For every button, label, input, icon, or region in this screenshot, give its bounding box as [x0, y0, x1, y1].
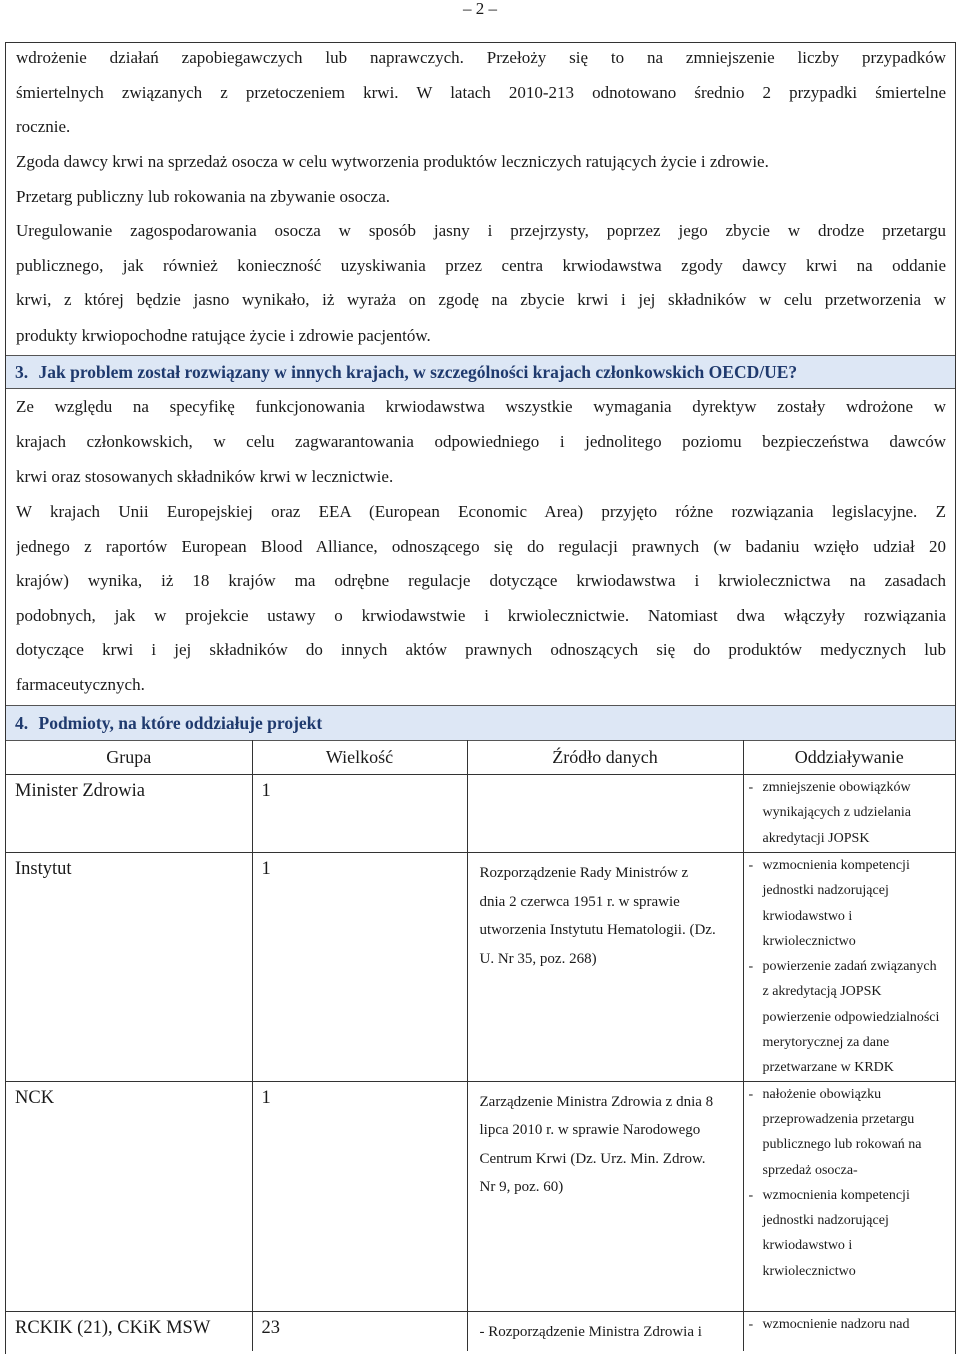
cell-source: [467, 853, 743, 1082]
bullet-dash: -: [748, 959, 754, 975]
impact-text: [763, 1082, 956, 1183]
column-header-group: Grupa: [6, 740, 252, 775]
section-title: Podmioty, na które oddziałuje projekt: [38, 713, 323, 733]
impact-text: [763, 1183, 956, 1284]
cell-source: [467, 1081, 743, 1311]
impact-text: [763, 853, 956, 954]
impact-item: [744, 1312, 956, 1337]
text-line: Ze względu na specyfikę funkcjonowania krwiodawstwa wszystkie wymagania dyrektyw zostały wdrożone w: [16, 397, 946, 416]
impact-item: [744, 954, 956, 1005]
impact-line: jednostki nadzorującej: [762, 883, 889, 899]
source-line: Rozporządzenie Rady Ministrów z: [479, 865, 689, 881]
intro-paragraph: [16, 41, 946, 110]
cell-group: RCKIK (21), CKiK MSW: [15, 1317, 211, 1338]
impact-line: wynikających z udzielania: [762, 805, 911, 821]
cell-source: [467, 775, 743, 853]
impact-line: merytorycznej za dane: [762, 1035, 890, 1051]
source-line: Zarządzenie Ministra Zdrowia z dnia 8: [479, 1093, 714, 1110]
impact-line: krwiolecznictwo: [762, 1263, 856, 1279]
text-line: rocznie.: [16, 117, 71, 136]
impact-line: akredytacji JOPSK: [762, 830, 870, 846]
table-header-row: [6, 740, 955, 775]
source-line: lipca 2010 r. w sprawie Narodowego: [479, 1122, 701, 1139]
bullet-dash: [744, 1005, 763, 1081]
impact-line: wzmocnienia kompetencji: [762, 1187, 910, 1203]
cell-impact: [743, 1311, 955, 1351]
impact-item: [744, 1005, 956, 1081]
column-header-source: Źródło danych: [467, 740, 743, 775]
cell-group: NCK: [6, 1081, 252, 1311]
impact-line: jednostki nadzorującej: [762, 1213, 889, 1229]
source-line: utworzenia Instytutu Hematologii. (Dz.: [479, 922, 716, 938]
table-row: [6, 853, 955, 1082]
source-line: U. Nr 35, poz. 268): [479, 950, 597, 967]
impact-item: [744, 1082, 956, 1183]
section-title: Jak problem został rozwiązany w innych krajach, w szczególności krajach członkowskich OECD/UE?: [38, 362, 798, 382]
impact-line: krwiodawstwo i: [762, 908, 853, 924]
text-line: W krajach Unii Europejskiej oraz EEA (European Economic Area) przyjęto różne rozwiązania legislacyjne. Z: [16, 502, 946, 521]
text-line: wdrożenie działań zapobiegawczych lub naprawczych. Przełoży się to na zmniejszenie liczby przypadków: [16, 48, 946, 67]
column-header-impact: Oddziaływanie: [743, 740, 955, 775]
cell-impact: [743, 775, 955, 853]
impact-line: powierzenie zadań związanych: [762, 959, 937, 975]
cell-size: 23: [252, 1311, 467, 1351]
text-line: Uregulowanie zagospodarowania osocza w sposób jasny i przejrzysty, poprzez jego zbycie w drodze przetargu: [16, 221, 946, 240]
bullet-dash: -: [748, 1086, 754, 1102]
cell-impact: [743, 1081, 955, 1311]
s3-paragraph-1: [16, 390, 946, 459]
bullet-dash: -: [748, 1316, 754, 1332]
impact-item: [744, 1183, 956, 1284]
impact-text: [763, 954, 956, 1005]
page-number: – 2 –: [463, 0, 497, 18]
regulation-paragraph: [16, 214, 946, 318]
table-row: [6, 775, 955, 853]
bullet-dash: -: [748, 1187, 754, 1203]
text-line: farmaceutycznych.: [16, 675, 145, 694]
table-row: [6, 1311, 955, 1351]
text-line: krajach członkowskich, w celu zagwarantowania odpowiedniego i jednolitego poziomu bezpieczeństwa dawców: [16, 431, 946, 451]
impact-line: przeprowadzenia przetargu: [762, 1111, 915, 1127]
cell-source: [467, 1311, 743, 1351]
impact-line: wzmocnienia kompetencji: [762, 858, 910, 873]
text-line: krajów) wynika, iż 18 krajów ma odrębne regulacje dotyczące krwiodawstwa i krwiolecznictwa na zasadach: [16, 571, 946, 590]
impact-line: powierzenie odpowiedzialności: [762, 1009, 940, 1025]
impact-text: [763, 1005, 956, 1081]
text-line: krwi, z której będzie jasno wynikało, iż wyraża on zgodę na zbycie krwi i jej składników w celu przetworzenia w: [16, 290, 946, 309]
impact-line: nałożenie obowiązku: [762, 1086, 882, 1102]
section-4-heading: [6, 705, 955, 741]
impact-text: [763, 1312, 956, 1337]
stakeholder-table: [6, 740, 955, 1351]
impact-line: publicznego lub rokowań na: [762, 1137, 922, 1153]
cell-size: 1: [252, 853, 467, 1082]
cell-impact: [743, 853, 955, 1082]
impact-line: krwiodawstwo i: [762, 1238, 853, 1254]
text-line: podobnych, jak w projekcie ustawy o krwiodawstwie i krwiolecznictwie. Natomiast dwa włączyły rozwiązania: [16, 605, 946, 625]
impact-line: krwiolecznictwo: [762, 933, 856, 949]
impact-line: przetwarzane w KRDK: [762, 1060, 894, 1076]
tender-line: Przetarg publiczny lub rokowania na zbywanie osocza.: [16, 187, 391, 206]
impact-line: z akredytacją JOPSK: [762, 984, 882, 1000]
cell-size: 1: [252, 1081, 467, 1311]
column-header-size: Wielkość: [252, 740, 467, 775]
cell-group: Instytut: [6, 853, 252, 1082]
impact-text: [763, 775, 956, 851]
impact-line: zmniejszenie obowiązków: [762, 780, 911, 795]
text-line: śmiertelnych związanych z przetoczeniem krwi. W latach 2010-213 odnotowano średnio 2 przypadki śmiertelne: [16, 82, 946, 102]
impact-item: [744, 775, 956, 851]
bullet-dash: -: [748, 780, 754, 795]
impact-line: sprzedaż osocza-: [762, 1162, 858, 1178]
source-line: Centrum Krwi (Dz. Urz. Min. Zdrow.: [479, 1150, 706, 1167]
text-line: dotyczące krwi i jej składników do innych aktów prawnych odnoszących się do produktów medycznych lub: [16, 640, 946, 659]
table-row: [6, 1081, 955, 1311]
consent-line: Zgoda dawcy krwi na sprzedaż osocza w celu wytworzenia produktów leczniczych ratujących życie i zdrowie.: [16, 152, 769, 171]
bullet-dash: -: [748, 858, 754, 873]
text-line: jednego z raportów European Blood Alliance, odnoszącego się do regulacji prawnych (w badaniu wzięło udział 20: [16, 536, 946, 556]
source-line: Nr 9, poz. 60): [479, 1179, 564, 1196]
section-3-heading: [6, 355, 955, 389]
cell-size: 1: [252, 775, 467, 853]
text-line: produkty krwiopochodne ratujące życie i zdrowie pacjentów.: [16, 326, 431, 345]
text-line: krwi oraz stosowanych składników krwi w lecznictwie.: [16, 467, 394, 486]
text-line: publicznego, jak również konieczność uzyskiwania przez centra krwiodawstwa zgody dawcy krwi na oddanie: [16, 255, 946, 275]
s3-paragraph-2: [16, 495, 946, 668]
section-number: 3.: [15, 362, 29, 382]
section-number: 4.: [15, 713, 29, 733]
impact-line: wzmocnienie nadzoru nad: [762, 1316, 910, 1332]
cell-group: Minister Zdrowia: [6, 775, 252, 853]
impact-item: [744, 853, 956, 954]
source-line: - Rozporządzenie Ministra Zdrowia i: [479, 1323, 702, 1340]
source-line: dnia 2 czerwca 1951 r. w sprawie: [479, 893, 680, 910]
